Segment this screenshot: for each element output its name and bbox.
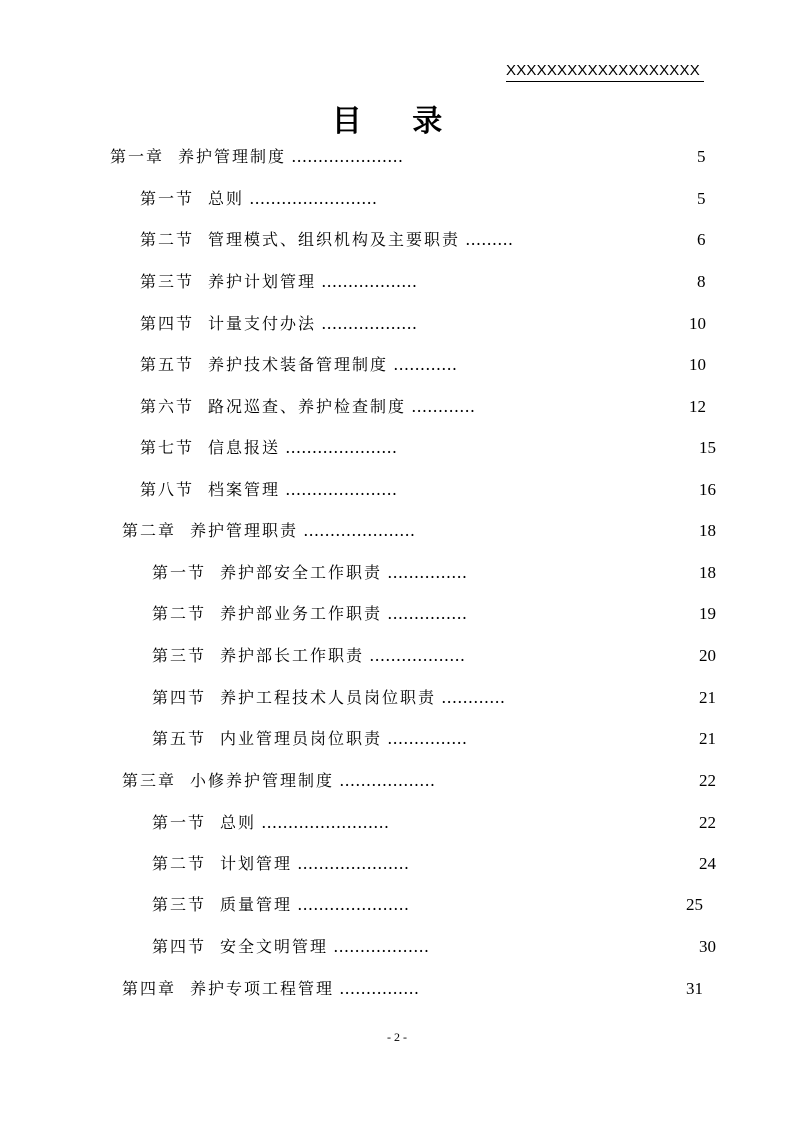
toc-entry[interactable] [140,184,377,214]
toc-entry[interactable] [122,766,435,796]
toc-entry-page: 10 [689,355,706,374]
toc-entry-page: 19 [699,604,716,623]
toc-entry-page: 5 [697,147,706,166]
toc-entry-number: 第三节 [152,895,207,914]
toc-entry-number: 第四章 [122,979,177,998]
toc-entry-leader: …………… [382,729,468,748]
toc-entry-title: 管理模式、组织机构及主要职责 [208,230,461,249]
toc-entry-leader: ……………… [328,937,430,956]
toc-entry-leader: ……………… [316,314,418,333]
toc-entry-page: 8 [697,272,706,291]
toc-entry[interactable] [140,433,397,463]
toc-entry-title: 小修养护管理制度 [190,771,335,790]
toc-entry-title: 养护工程技术人员岗位职责 [220,688,437,707]
toc-entry-title: 养护计划管理 [208,272,317,291]
toc-entry-number: 第四节 [152,937,207,956]
toc-entry[interactable] [122,974,419,1004]
toc-entry[interactable] [140,350,457,380]
toc-entry[interactable] [122,516,415,546]
toc-entry-page: 25 [686,895,703,914]
toc-entry-title: 计划管理 [220,854,293,873]
toc-entry[interactable] [152,683,505,713]
toc-entry[interactable] [140,225,513,255]
toc-entry-title: 总则 [208,189,245,208]
toc-entry-number: 第八节 [140,480,195,499]
toc-entry-page: 21 [699,729,716,748]
toc-entry-page: 10 [689,314,706,333]
toc-entry-leader: ………… [436,688,506,707]
toc-entry-number: 第五节 [152,729,207,748]
toc-entry-leader: ………………… [298,521,416,540]
toc-entry-page: 15 [699,438,716,457]
toc-entry-page: 16 [699,480,716,499]
toc-entry[interactable] [152,599,467,629]
toc-entry-page: 31 [686,979,703,998]
toc-entry-title: 计量支付办法 [208,314,317,333]
toc-entry-title: 质量管理 [220,895,293,914]
toc-entry-leader: ………………… [280,438,398,457]
toc-entry[interactable] [152,808,389,838]
toc-entry-number: 第二节 [152,604,207,623]
toc-entry-number: 第三章 [122,771,177,790]
toc-entry-page: 5 [697,189,706,208]
toc-entry-number: 第一节 [152,813,207,832]
toc-entry[interactable] [140,475,397,505]
toc-entry[interactable] [140,267,417,297]
toc-entry-number: 第二节 [152,854,207,873]
toc-entry-leader: ………………… [292,895,410,914]
toc-entry-number: 第一节 [140,189,195,208]
toc-entry-title: 档案管理 [208,480,281,499]
toc-entry-page: 22 [699,813,716,832]
toc-entry-title: 养护部安全工作职责 [220,563,383,582]
toc-entry-leader: ………………… [292,854,410,873]
toc-entry-number: 第一章 [110,147,165,166]
toc-entry-leader: …………………… [244,189,378,208]
toc-entry-title: 路况巡查、养护检查制度 [208,397,407,416]
toc-entry-title: 安全文明管理 [220,937,329,956]
toc-entry-number: 第四节 [140,314,195,333]
toc-entry[interactable] [152,641,465,671]
toc-entry[interactable] [110,142,403,172]
toc-entry-leader: ………………… [280,480,398,499]
toc-entry-number: 第四节 [152,688,207,707]
toc-entry-title: 养护部长工作职责 [220,646,365,665]
toc-entry-number: 第六节 [140,397,195,416]
toc-entry-leader: ……… [460,230,514,249]
toc-entry[interactable] [140,392,475,422]
toc-entry-leader: …………………… [256,813,390,832]
toc-entry-page: 22 [699,771,716,790]
toc-entry-page: 12 [689,397,706,416]
toc-entry-number: 第三节 [152,646,207,665]
toc-entry-number: 第五节 [140,355,195,374]
toc-entry-number: 第七节 [140,438,195,457]
toc-entry-number: 第三节 [140,272,195,291]
toc-entry-title: 内业管理员岗位职责 [220,729,383,748]
toc-entry[interactable] [152,890,409,920]
toc-entry-page: 24 [699,854,716,873]
toc-entry-leader: ……………… [334,771,436,790]
toc-entry-leader: ………… [388,355,458,374]
toc-entry-number: 第二节 [140,230,195,249]
toc-entry-leader: ………… [406,397,476,416]
toc-entry-leader: ……………… [364,646,466,665]
toc-entry-leader: …………… [334,979,420,998]
toc-entry-title: 养护专项工程管理 [190,979,335,998]
toc-entry-leader: ………………… [286,147,404,166]
toc-entry[interactable] [152,724,467,754]
toc-entry-leader: …………… [382,604,468,623]
document-header-id: XXXXXXXXXXXXXXXXXXX [506,62,704,82]
toc-entry-number: 第一节 [152,563,207,582]
toc-entry-page: 18 [699,521,716,540]
toc-entry-page: 6 [697,230,706,249]
toc-entry-title: 养护管理制度 [178,147,287,166]
toc-entry-page: 21 [699,688,716,707]
toc-title: 目 录 [331,104,463,139]
toc-entry[interactable] [152,932,429,962]
page-number-footer: - 2 - [387,1030,407,1044]
toc-entry-title: 养护管理职责 [190,521,299,540]
toc-entry[interactable] [152,849,409,879]
toc-entry-number: 第二章 [122,521,177,540]
toc-entry-title: 总则 [220,813,257,832]
toc-entry-leader: ……………… [316,272,418,291]
toc-entry-title: 养护技术装备管理制度 [208,355,389,374]
toc-entry-page: 30 [699,937,716,956]
toc-entry-title: 信息报送 [208,438,281,457]
toc-entry-page: 18 [699,563,716,582]
toc-entry[interactable] [152,558,467,588]
toc-entry-page: 20 [699,646,716,665]
toc-entry-title: 养护部业务工作职责 [220,604,383,623]
toc-entry[interactable] [140,309,417,339]
toc-entry-leader: …………… [382,563,468,582]
